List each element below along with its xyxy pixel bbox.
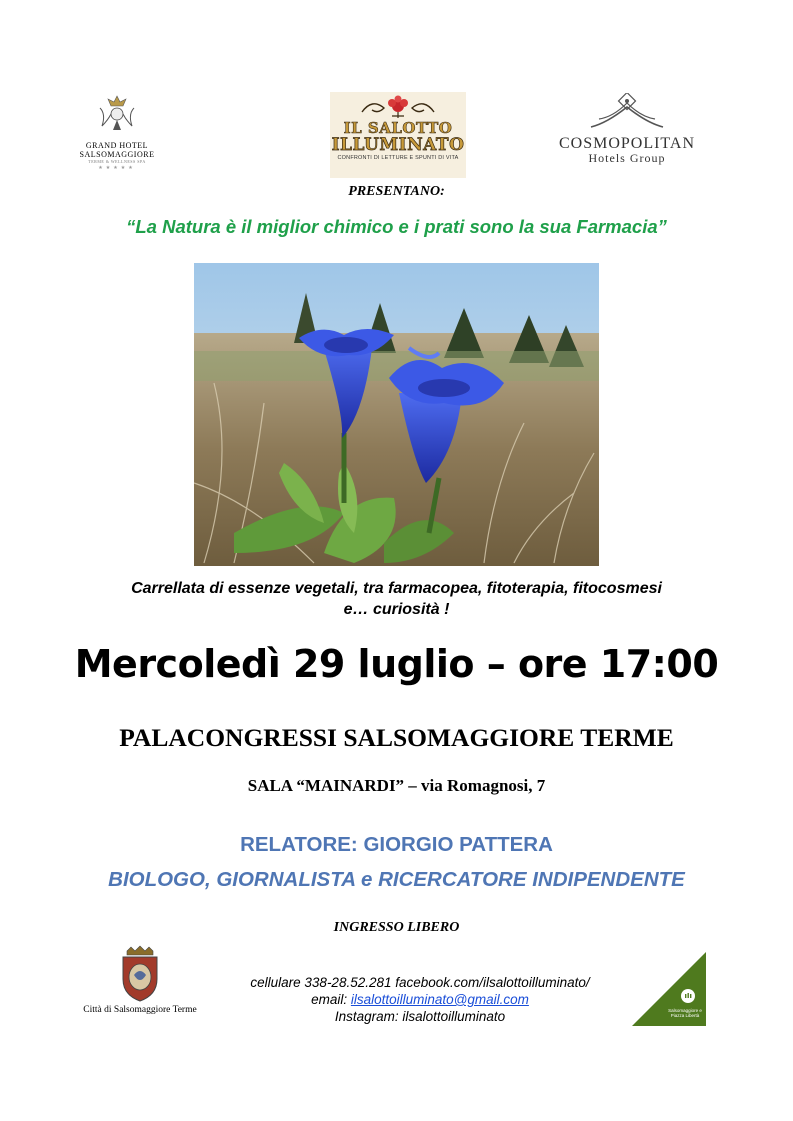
piazza-liberta-logo [632,952,706,1026]
cosmopolitan-logo [552,93,702,173]
salotto-tagline: CONFRONTI DI LETTURE E SPUNTI DI VITA [337,155,459,161]
event-description [0,578,793,620]
gentian-flower-photo [194,263,599,566]
grand-hotel-stars: ★★★★★ [98,166,136,171]
event-room-address: SALA “MAINARDI” – via Romagnosi, 7 [247,776,546,795]
presentano-heading: PRESENTANO: [348,184,445,199]
city-coat-of-arms-icon [117,945,163,1003]
event-date-time: Mercoledì 29 luglio – ore 17:00 [74,642,719,686]
grand-hotel-subtitle: TERME & WELLNESS SPA [88,159,146,164]
grand-hotel-name-line1: GRAND HOTEL [85,141,149,150]
piazza-label: Salsomaggiore e Piazza Libertà [668,1008,702,1018]
citta-label: Città di Salsomaggiore Terme [83,1005,197,1015]
instagram-line: Instagram: ilsalottoilluminato [334,1009,506,1024]
phone-facebook-line: cellulare 338-28.52.281 facebook.com/ilsalottoilluminato/ [250,975,590,990]
salotto-title-line2: ILLUMINATO [331,135,465,155]
quote-headline: “La Natura è il miglior chimico e i prati sono la sua Farmacia” [126,216,667,237]
grand-hotel-name-line2: SALSOMAGGIORE [79,150,155,159]
cosmopolitan-name: COSMOPOLITAN [558,135,696,152]
email-line [200,991,640,1008]
citta-salsomaggiore-logo [70,945,210,1025]
speaker-role: BIOLOGO, GIORNALISTA e RICERCATORE INDIPENDENTE [108,868,685,891]
speaker-name: RELATORE: GIORGIO PATTERA [240,833,553,856]
event-venue: PALACONGRESSI SALSOMAGGIORE TERME [119,723,674,752]
description-line1: Carrellata di essenze vegetali, tra farmacopea, fitoterapia, fitocosmesi [131,580,662,597]
cosmopolitan-subtitle: Hotels Group [588,151,666,165]
flower-ornament-icon [358,94,438,120]
contacts-block [200,974,640,1025]
salotto-title-line1: IL SALOTTO [343,119,453,137]
description-line2: e… curiosità ! [343,601,450,618]
free-entry-note: INGRESSO LIBERO [333,920,460,935]
salotto-illuminato-logo [330,92,466,178]
crown-roof-icon [587,93,667,131]
crown-crest-icon [92,92,142,134]
email-label: email: [311,992,348,1007]
grand-hotel-logo [72,92,162,172]
email-link[interactable]: ilsalottoilluminato@gmail.com [350,992,529,1007]
